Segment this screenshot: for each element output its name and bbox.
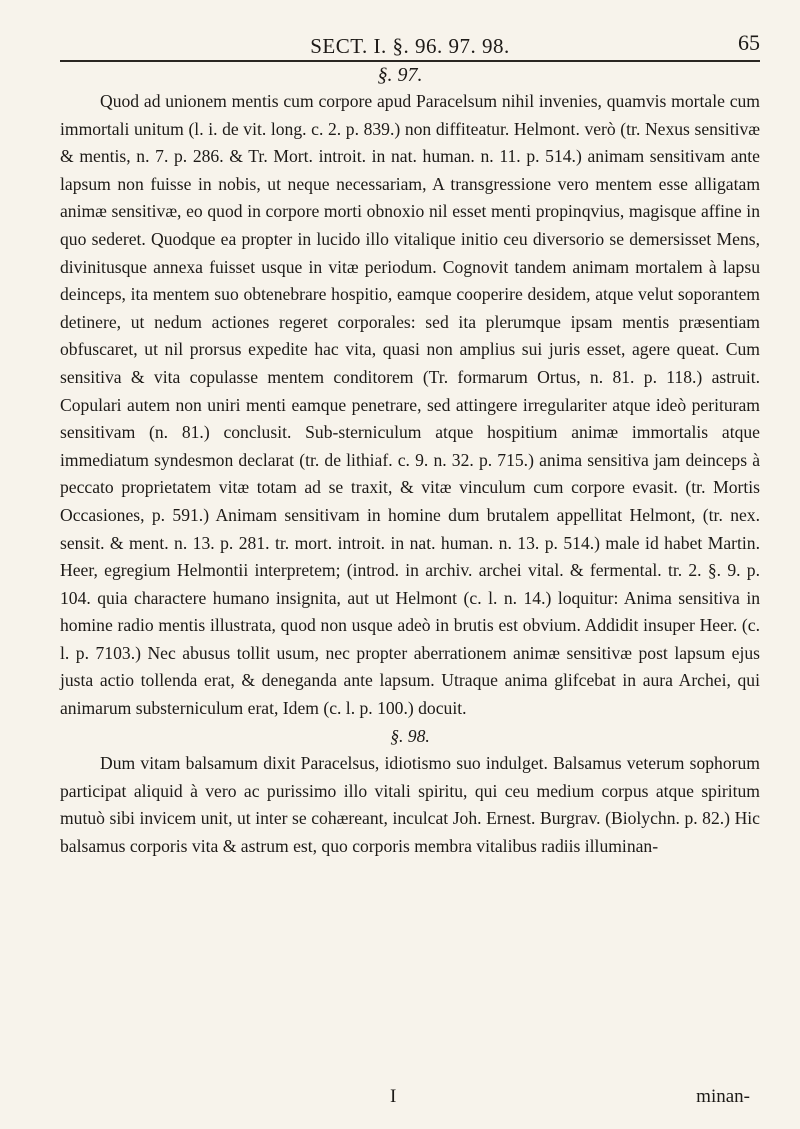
running-head: SECT. I. §. 96. 97. 98. xyxy=(310,34,510,58)
page-footer xyxy=(60,1086,760,1116)
header-rule xyxy=(60,60,760,62)
page-header xyxy=(60,22,760,58)
section-heading-97: §. 97. xyxy=(377,64,423,86)
catchword: minan- xyxy=(696,1086,750,1107)
signature-mark: I xyxy=(390,1086,397,1107)
main-text xyxy=(60,88,760,861)
paragraph-98: Dum vitam balsamum dixit Paracelsus, idiotismo suo indulget. Balsamus veterum sophorum participat aliquid à vero ac purissimo illo vitali spiritu, qui ceu medium corpus atque spiritum mutuò sibi invicem unit, ut inter se cohæreant, inculcat Joh. Ernest. Burgrav. (Biolychn. p. 82.) Hic balsamus corporis vita & astrum est, quo corporis membra vitalibus radiis illuminan- xyxy=(60,753,760,857)
page-number: 65 xyxy=(738,30,760,55)
paragraph-97: Quod ad unionem mentis cum corpore apud Paracelsum nihil invenies, quamvis mortale cum immortali unitum (l. i. de vit. long. c. 2. p. 839.) non diffiteatur. Helmont. verò (tr. Nexus sensitivæ & mentis, n. 7. p. 286. & Tr. Mort. introit. in nat. human. n. 11. p. 514.) animam sensitivam ante lapsum non fuisse in nobis, ut neque necessariam, A transgressione vero mentem esse alligatam animæ sensitivæ, eo quod in corpore morti obnoxio nil esset menti propinqvius, magisque affine in quo sederet. Quodque ea propter in lucido illo vitalique initio ceu diversorio se demersisset Mens, divinitusque annexa fuisset usque in vitæ periodum. Cognovit tandem animam mortalem à lapsu deinceps, ita mentem suo obtenebrare hospitio, eamque cooperire desidem, atque velut soporantem detinere, ut nedum actiones regeret corporales: sed ita plerumque ipsam mentis præsentiam obfuscaret, ut nil prorsus expedite hac vita, quasi non amplius sui juris esset, agere queat. Cum sensitiva & vita copulasse mentem conditorem (Tr. formarum Ortus, n. 81. p. 118.) astruit. Copulari autem non uniri menti eamque penetrare, sed attingere irregulariter atque ideò perituram sensitivam (n. 81.) conclusit. Sub-sterniculum atque hospitium animæ immortalis atque immediatum syndesmon declarat (tr. de lithiaf. c. 9. n. 32. p. 715.) anima sensitiva jam deinceps à peccato proprietatem vitæ totam ad se traxit, & vitæ vinculum cum corpore evasit. (tr. Mortis Occasiones, p. 591.) Animam sensitivam in homine dum brutalem appellitat Helmont, (tr. nex. sensit. & ment. n. 13. p. 281. tr. mort. introit. in nat. human. n. 13. p. 514.) male id habet Martin. Heer, egregium Helmontii interpretem; (introd. in archiv. archei vital. & fermental. tr. 2. §. 9. p. 104. quia charactere humano insignita, aut ut Helmont (c. l. n. 14.) loquitur: Anima sensitiva in homine radio mentis illustrata, quod non usque adeò in brutis est obvium. Addidit insuper Heer. (c. l. p. 7103.) Nec abusus tollit usum, nec propter aberrationem animæ sensitivæ post lapsum ejus justa actio tollenda erat, & deneganda ante lapsum. Utraque anima glifcebat in aura Archei, qui animarum substerniculum erat, Idem (c. l. p. 100.) docuit. xyxy=(60,91,760,719)
section-heading-98: §. 98. xyxy=(390,725,430,746)
